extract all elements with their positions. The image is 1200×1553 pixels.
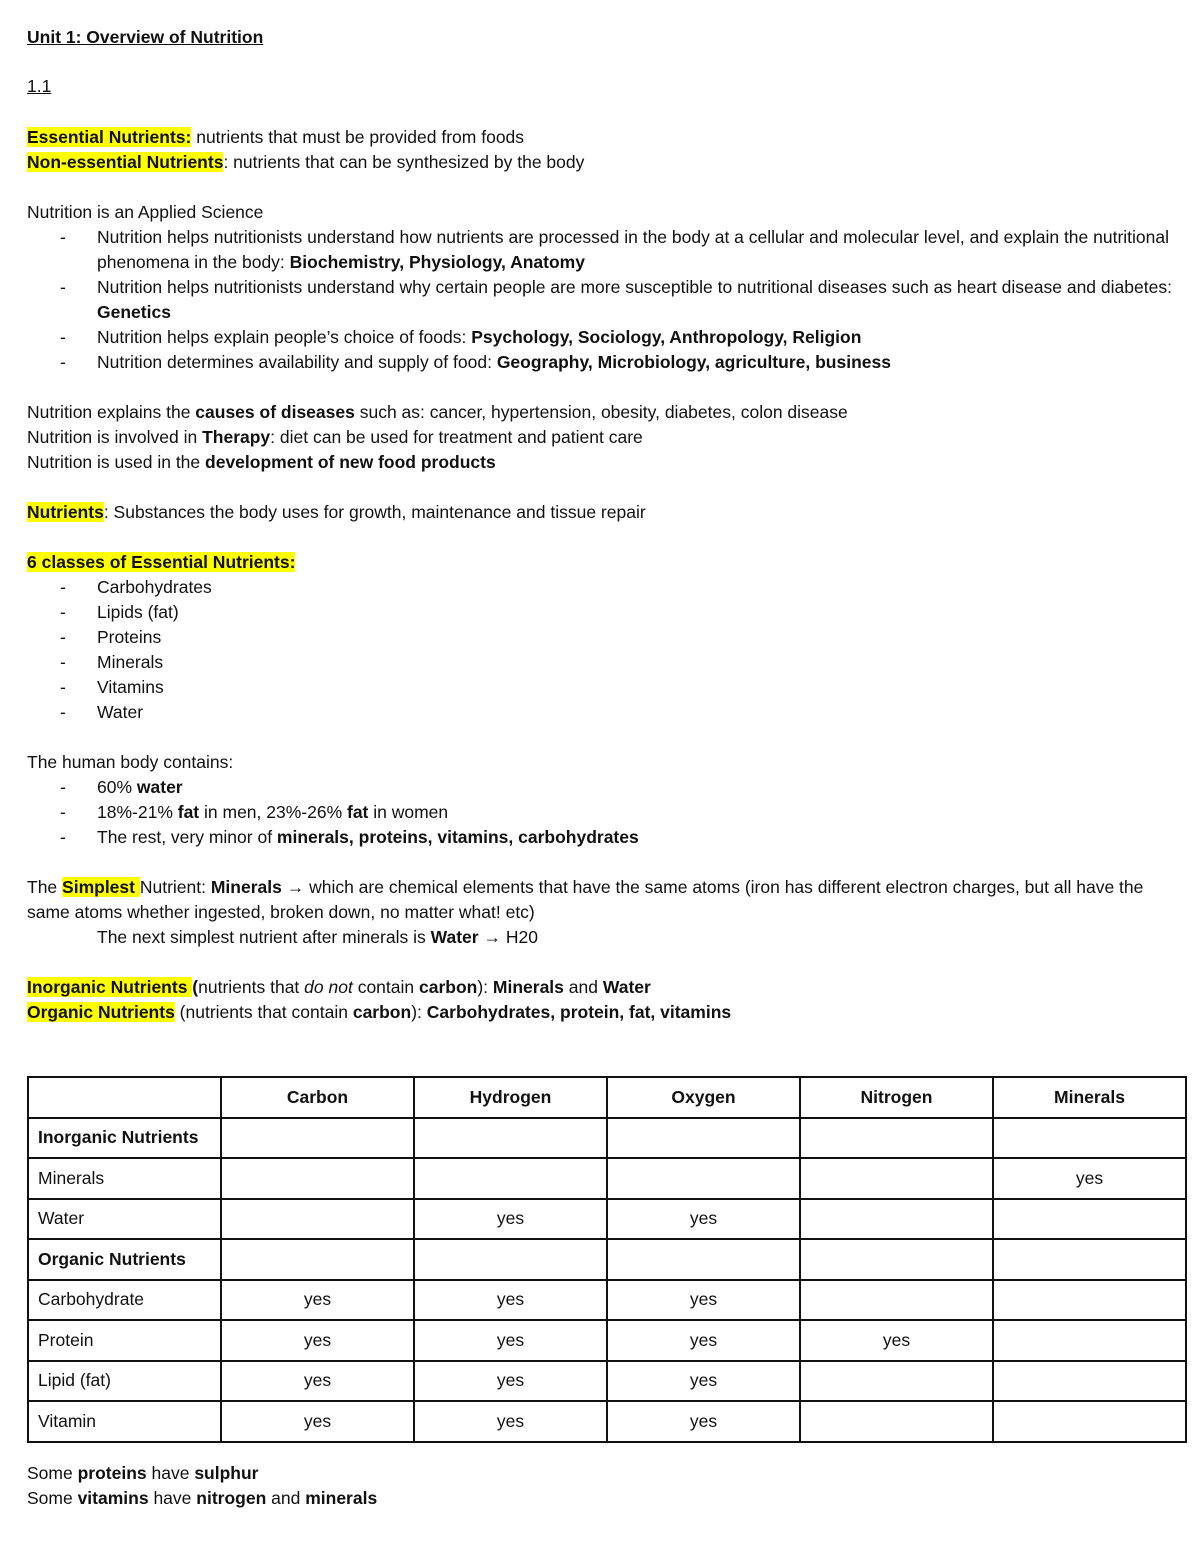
document-body	[27, 25, 1187, 1025]
table-notes	[27, 1461, 377, 1511]
table-cell: yes	[414, 1280, 607, 1321]
table-row	[28, 1118, 1186, 1159]
table-header-cell: Nitrogen	[800, 1077, 993, 1118]
list-item: - Nutrition helps explain people’s choice of foods: Psychology, Sociology, Anthropology, Religion	[60, 327, 862, 347]
table-cell: yes	[414, 1320, 607, 1361]
list-item: - Nutrition helps nutritionists understand why certain people are more susceptible to nutritional diseases such as heart disease and diabetes: Genetics	[60, 277, 1172, 322]
body-heading: The human body contains:	[27, 752, 234, 772]
table-cell	[607, 1118, 800, 1159]
section-number: 1.1	[27, 76, 52, 96]
table-row	[28, 1158, 1186, 1199]
table-cell: yes	[607, 1280, 800, 1321]
table-cell	[607, 1158, 800, 1199]
table-cell	[993, 1401, 1186, 1442]
table-cell	[800, 1361, 993, 1402]
table-cell	[800, 1199, 993, 1240]
table-row-label: Water	[28, 1199, 221, 1240]
list-item: - 60% water	[60, 777, 183, 797]
note-vitamins: Some vitamins have nitrogen and minerals	[27, 1488, 378, 1508]
table-cell: yes	[800, 1320, 993, 1361]
table-cell	[221, 1118, 414, 1159]
table-row-label: Carbohydrate	[28, 1280, 221, 1321]
table-row	[28, 1401, 1186, 1442]
table-cell	[221, 1199, 414, 1240]
table-cell: yes	[221, 1320, 414, 1361]
table-header-cell: Oxygen	[607, 1077, 800, 1118]
table-cell	[800, 1158, 993, 1199]
table-row-label: Minerals	[28, 1158, 221, 1199]
applied-science-heading: Nutrition is an Applied Science	[27, 202, 264, 222]
table-cell	[993, 1239, 1186, 1280]
table-cell	[414, 1118, 607, 1159]
table-cell	[800, 1280, 993, 1321]
simplest-paragraph: The Simplest Nutrient: Minerals → which are chemical elements that have the same atoms (iron has different electron charges, but all have the same atoms whether ingested, broken down, no matter what! etc)	[27, 877, 1144, 922]
list-item: - Nutrition helps nutritionists understand how nutrients are processed in the body at a cellular and molecular level, and explain the nutritional phenomena in the body: Biochemistry, Physiology, Anatomy	[60, 227, 1170, 272]
list-item: - The rest, very minor of minerals, proteins, vitamins, carbohydrates	[60, 827, 639, 847]
table-row	[28, 1239, 1186, 1280]
table-row-label: Vitamin	[28, 1401, 221, 1442]
definition-nutrients: Nutrients: Substances the body uses for growth, maintenance and tissue repair	[27, 502, 646, 522]
table-row	[28, 1361, 1186, 1402]
table-row-label: Protein	[28, 1320, 221, 1361]
table-cell: yes	[607, 1320, 800, 1361]
table-cell	[993, 1361, 1186, 1402]
table-header-cell	[28, 1077, 221, 1118]
table-section-label: Inorganic Nutrients	[28, 1118, 221, 1159]
table-cell	[993, 1199, 1186, 1240]
table-cell: yes	[607, 1361, 800, 1402]
table-cell	[607, 1239, 800, 1280]
table-section-label: Organic Nutrients	[28, 1239, 221, 1280]
list-item: - Carbohydrates	[60, 577, 212, 597]
table-cell: yes	[221, 1401, 414, 1442]
table-cell: yes	[414, 1401, 607, 1442]
note-proteins: Some proteins have sulphur	[27, 1463, 259, 1483]
therapy-line: Nutrition is involved in Therapy: diet can be used for treatment and patient care	[27, 427, 643, 447]
table-cell	[800, 1401, 993, 1442]
nutrient-elements-table	[27, 1076, 1187, 1443]
page-title: Unit 1: Overview of Nutrition	[27, 27, 264, 47]
list-item: - Nutrition determines availability and supply of food: Geography, Microbiology, agriculture, business	[60, 352, 891, 372]
table-cell: yes	[221, 1361, 414, 1402]
table-row-label: Lipid (fat)	[28, 1361, 221, 1402]
table-row	[28, 1280, 1186, 1321]
table-cell	[800, 1239, 993, 1280]
list-item: - Lipids (fat)	[60, 602, 179, 622]
list-item: - Water	[60, 702, 144, 722]
next-simplest-line: The next simplest nutrient after minerals is Water → H20	[97, 927, 538, 947]
table-header-cell: Carbon	[221, 1077, 414, 1118]
table-cell: yes	[607, 1401, 800, 1442]
table-cell: yes	[993, 1158, 1186, 1199]
table-cell	[414, 1158, 607, 1199]
explains-line: Nutrition explains the causes of diseases such as: cancer, hypertension, obesity, diabetes, colon disease	[27, 402, 848, 422]
classes-heading: 6 classes of Essential Nutrients:	[27, 552, 296, 572]
list-item: - Proteins	[60, 627, 162, 647]
table-cell: yes	[414, 1199, 607, 1240]
table-cell: yes	[221, 1280, 414, 1321]
definition-non-essential: Non-essential Nutrients: nutrients that can be synthesized by the body	[27, 152, 585, 172]
inorganic-line: Inorganic Nutrients (nutrients that do not contain carbon): Minerals and Water	[27, 977, 651, 997]
table-cell	[993, 1320, 1186, 1361]
table-cell: yes	[607, 1199, 800, 1240]
table-cell	[800, 1118, 993, 1159]
definition-essential: Essential Nutrients: nutrients that must be provided from foods	[27, 127, 525, 147]
table-header-row	[28, 1077, 1186, 1118]
list-item: - Vitamins	[60, 677, 164, 697]
table-cell	[993, 1280, 1186, 1321]
development-line: Nutrition is used in the development of new food products	[27, 452, 496, 472]
table-header-cell: Hydrogen	[414, 1077, 607, 1118]
table-row	[28, 1199, 1186, 1240]
table-cell	[414, 1239, 607, 1280]
table-row	[28, 1320, 1186, 1361]
table-cell	[221, 1239, 414, 1280]
table-header-cell: Minerals	[993, 1077, 1186, 1118]
table-cell	[993, 1118, 1186, 1159]
table-cell	[221, 1158, 414, 1199]
list-item: - Minerals	[60, 652, 164, 672]
list-item: - 18%-21% fat in men, 23%-26% fat in women	[60, 802, 449, 822]
table-cell: yes	[414, 1361, 607, 1402]
organic-line: Organic Nutrients (nutrients that contain carbon): Carbohydrates, protein, fat, vitamins	[27, 1002, 732, 1022]
